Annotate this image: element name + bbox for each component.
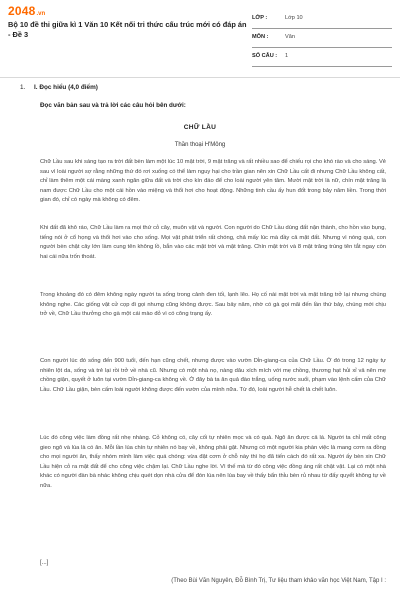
logo-domain-text: .vn [36, 11, 46, 17]
question-number: 1. [20, 84, 26, 91]
instruction-text: Đọc văn bản sau và trả lời các câu hỏi bên dưới: [40, 102, 186, 109]
logo-main-text: 2048 [8, 4, 36, 18]
section-heading [20, 84, 98, 91]
meta-label: SỐ CÂU : [252, 53, 278, 59]
meta-label: LỚP : [252, 15, 268, 21]
omission-marker: [...] [40, 560, 49, 566]
paragraph: Con người lúc đó sống đến 900 tuổi, đến hạn cũng chết, nhưng được vào vườn Dỉn-giang-ca của Chữ Lầu. Ở đó trong 12 ngày tự nhiên lột da, sống và trẻ lại rồi trở về nhà cũ. Nhưng có một nhà nọ, nàng dâu xích mích với mẹ chồng, thương hạt hủi xỉ vả nên mẹ chồng giận, quyết ở luôn tại vườn Dỉn-giang-ca không về. Ở đây bà ta ăn quả đào trắng, uống nước suối, phạm vào lệnh cấm của Chữ Lầu. Chữ Lầu giận, bèn cấm loài người không được đến vườn của mình nữa. Từ đó, loài người hễ chết là chết luôn. [40, 358, 386, 393]
document-title: Bộ 10 đề thi giữa kì 1 Văn 10 Kết nối tri thức cấu trúc mới có đáp án - Đề 3 [8, 20, 247, 39]
meta-row-subject [252, 31, 392, 48]
section-title: I. Đọc hiểu (4,0 điểm) [34, 84, 98, 91]
text-genre: Thần thoại H'Mông [174, 142, 226, 148]
meta-value: 1 [285, 53, 289, 59]
meta-value: Văn [285, 34, 295, 40]
paragraph: Trong khoảng đó có đêm không ngày người ta sống trong cảnh đen tối, lạnh lẽo. Họ cố nài mặt trời và mặt trăng trở lại nhưng chúng không nghe. Các giống vật cử cọp đi gọi nhưng cũng không được. Sau bảy năm, nhờ có gà gọi mãi đến lần thứ bảy, chúng mới chịu trở về, Chữ Lầu thưởng cho gà một cái mào đỏ vì có công trạng ấy. [40, 292, 386, 317]
meta-row-question-count [252, 50, 392, 67]
paragraph: Khi đất đã khô ráo, Chữ Lầu làm ra mọi thứ cỏ cây, muôn vật và người. Con người do Chữ Lầu dùng đất nặn thành, cho hồn vào bụng, tiếng nói ở cổ họng và thổi hơi vào cho sống. Mọi vật phát triển rất chóng, chả mấy lúc mà đầy cả mặt đất. Nhưng vì nóng quá, con người bèn chặt cây lớn làm cung tên không lồ, bắn vào các mặt trời và mặt trăng. Chín mặt trời và 8 mặt trăng trúng tên tắt ngay còn hai cái nữa trốn thoát. [40, 225, 386, 260]
site-logo[interactable] [8, 4, 45, 18]
text-title: CHỮ LẦU [183, 124, 217, 131]
meta-label: MÔN : [252, 34, 269, 40]
meta-row-class [252, 12, 392, 29]
source-citation: (Theo Bùi Văn Nguyên, Đỗ Bình Trị, Tư liệu tham khảo văn học Việt Nam, Tập I : [171, 578, 386, 584]
exam-meta [252, 12, 392, 69]
meta-value: Lớp 10 [285, 15, 303, 21]
question-content [0, 78, 400, 600]
paragraph: Lúc đó công việc làm đồng rất nhẹ nhàng. Cỏ không có, cây cối tự nhiên mọc và có quả. Ngô ăn được cả lá. Người ta chỉ mất công gieo ngô và lúa là có ăn. Mỗi lần lúa chín tự nhiên nó bay về, không phải gặt. Nhưng có một người kia phàn việc là mang cơm ra đồng cho mọi người ăn, thấy nhóm mình làm việc quá chóng: vừa đặt cơm ở chỗ này thì họ đã tiến cách đó rất xa. Người ấy bèn xin Chữ Lầu hiện cỏ ra mặt đất để cho công việc chậm lại. Chữ Lầu nghe lời. Vì thế mà từ đó công việc đồng áng rất chật vật. Lại có một nhà khác có người đàn bà nhác không chịu quét dọn nhà cửa để đón lúa nên lúa bay về thấy bẩn thỉu bèn rủ nhau từ đấy quyết không tự về nữa. [40, 435, 386, 489]
header [0, 0, 400, 78]
paragraph: Chữ Lầu sau khi sáng tạo ra trời đất bèn làm một lúc 10 mặt trời, 9 mặt trăng và rất nhiều sao để chiếu rọi cho khó rào và cho sáng. Vẻ sau vì loài người sợ rằng những thứ đó rơi xuống có thể làm nguy hại cho trần gian nên xin Chữ Lầu cất đi nhưng Chữ Lầu không cất, chỉ làm thêm một cái màng xanh ngăn giữa đất và trời cho kín đáo để cho loài người yên tâm. Mười mặt trời là nữ, chín mặt trăng là nam được Chữ Lầu cho một cái hồn vào miệng và thổi hơi cho hoạt động. Những tinh cầu ấy hun đốt trong bảy năm liền. Trong thời gian đó, chỉ có ngày mà không có đêm. [40, 159, 386, 203]
